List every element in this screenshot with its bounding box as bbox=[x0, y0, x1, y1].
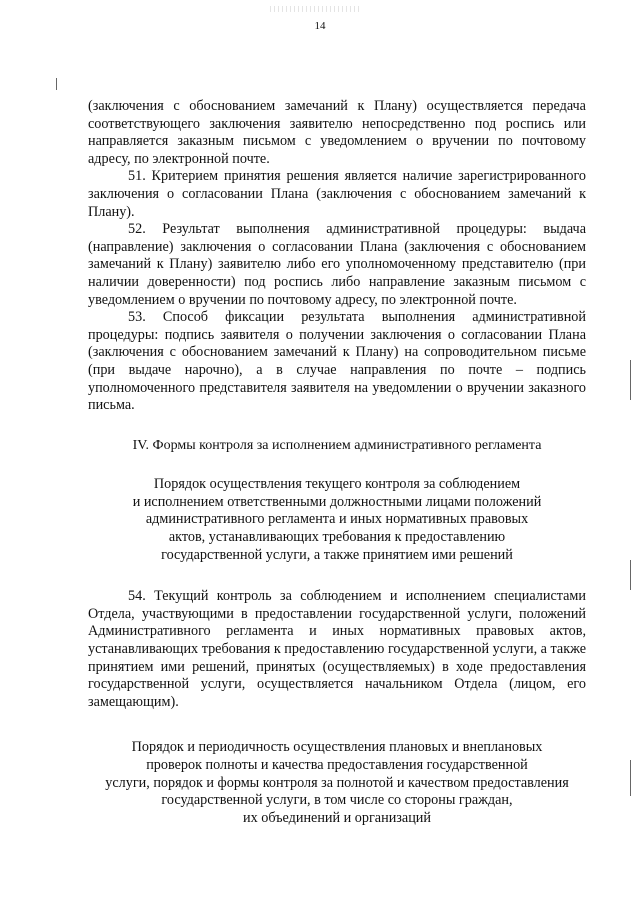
subheading-line: государственной услуги, а также принятием ими решений bbox=[161, 546, 513, 563]
subheading-line: актов, устанавливающих требования к предоставлению bbox=[168, 529, 506, 546]
document-body bbox=[88, 98, 586, 827]
subheading-line: проверок полноты и качества предоставления государственной bbox=[146, 757, 528, 773]
subheading-current-control bbox=[88, 476, 586, 564]
page-number: 14 bbox=[314, 20, 326, 32]
paragraph-53: 53. Способ фиксации результата выполнения административной процедуры: подпись заявителя о получении заключения о согласовании Плана (заключения с обоснованием замечаний к Плану) на сопроводительном письме (при выдаче нарочно), а в случае направления по почте – подпись уполномоченного представителя заявителя на уведомлении о вручении заказного письма. bbox=[88, 309, 586, 414]
subheading-line: государственной услуги, в том числе со стороны граждан, bbox=[161, 792, 513, 809]
paragraph-intro: (заключения с обоснованием замечаний к Плану) осуществляется передача соответствующего заключения заявителю непосредственно под роспись или направляется заказным письмом с уведомлением о вручении по почтовому адресу, по электронной почте. bbox=[88, 98, 586, 167]
margin-mark bbox=[56, 78, 57, 90]
subheading-line: административного регламента и иных нормативных правовых bbox=[145, 511, 529, 528]
margin-mark bbox=[630, 560, 631, 590]
subheading-line: Порядок и периодичность осуществления плановых и внеплановых bbox=[131, 739, 543, 756]
subheading-line: и исполнением ответственными должностными лицами положений bbox=[132, 493, 542, 510]
scan-artifact bbox=[270, 6, 360, 12]
subheading-inspections bbox=[88, 739, 586, 827]
subheading-line: их объединений и организаций bbox=[243, 809, 431, 826]
paragraph-52: 52. Результат выполнения административной процедуры: выдача (направление) заключения о согласовании Плана (заключения с обоснованием замечаний к Плану) заявителю либо его уполномоченному представителю (при наличии доверенности) под роспись либо направление заказным письмом с уведомлением о вручении по почтовому адресу, по электронной почте. bbox=[88, 221, 586, 308]
margin-mark bbox=[630, 760, 631, 796]
paragraph-51: 51. Критерием принятия решения является наличие зарегистрированного заключения о согласовании Плана (заключения с обоснованием замечаний к Плану). bbox=[88, 168, 586, 220]
subheading-line: услуги, порядок и формы контроля за полнотой и качеством предоставления bbox=[105, 774, 569, 791]
subheading-line: Порядок осуществления текущего контроля за соблюдением bbox=[153, 476, 521, 493]
paragraph-54: 54. Текущий контроль за соблюдением и исполнением специалистами Отдела, участвующими в предоставлении государственной услуги, положений Административного регламента и иных нормативных правовых актов, устанавливающих требования к предоставлению государственной услуги, а также принятием ими решений, принятых (осуществляемых) в ходе предоставления государственной услуги, осуществляется начальником Отдела (лицом, его замещающим). bbox=[88, 588, 586, 710]
section-heading: IV. Формы контроля за исполнением административного регламента bbox=[132, 437, 542, 453]
margin-mark bbox=[630, 360, 631, 400]
